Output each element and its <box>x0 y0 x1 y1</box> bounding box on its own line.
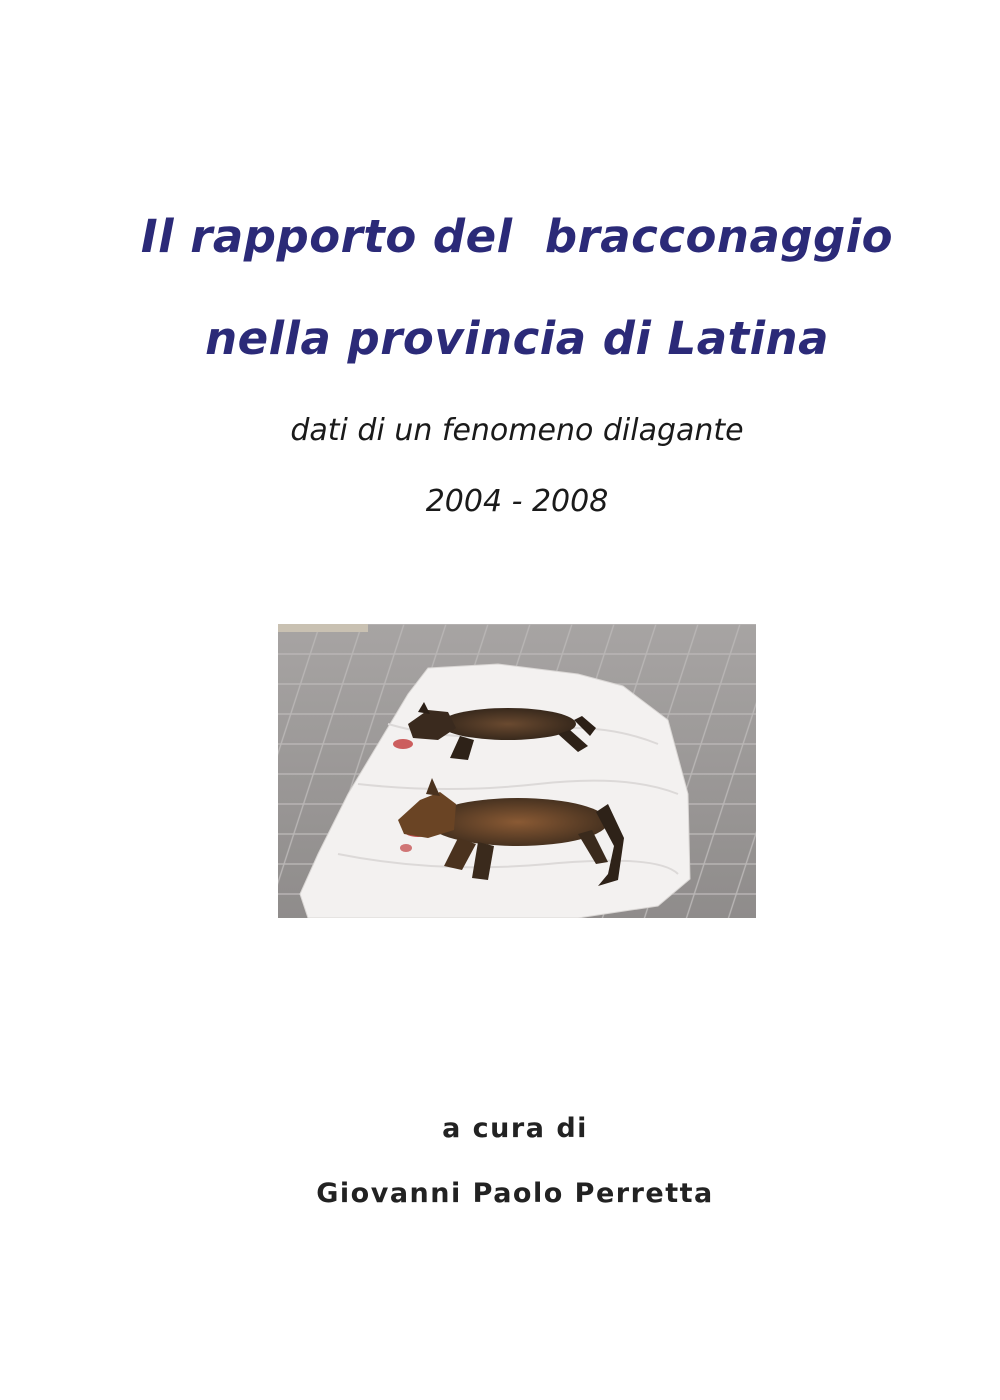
subtitle: dati di un fenomeno dilagante <box>290 413 744 448</box>
credit-label: a cura di <box>442 1113 588 1144</box>
title-line-1: Il rapporto del bracconaggio <box>140 210 894 263</box>
author-name: Giovanni Paolo Perretta <box>316 1178 714 1209</box>
years-range: 2004 - 2008 <box>425 484 609 519</box>
cover-photo <box>278 624 756 918</box>
title-line-2: nella provincia di Latina <box>205 312 829 365</box>
